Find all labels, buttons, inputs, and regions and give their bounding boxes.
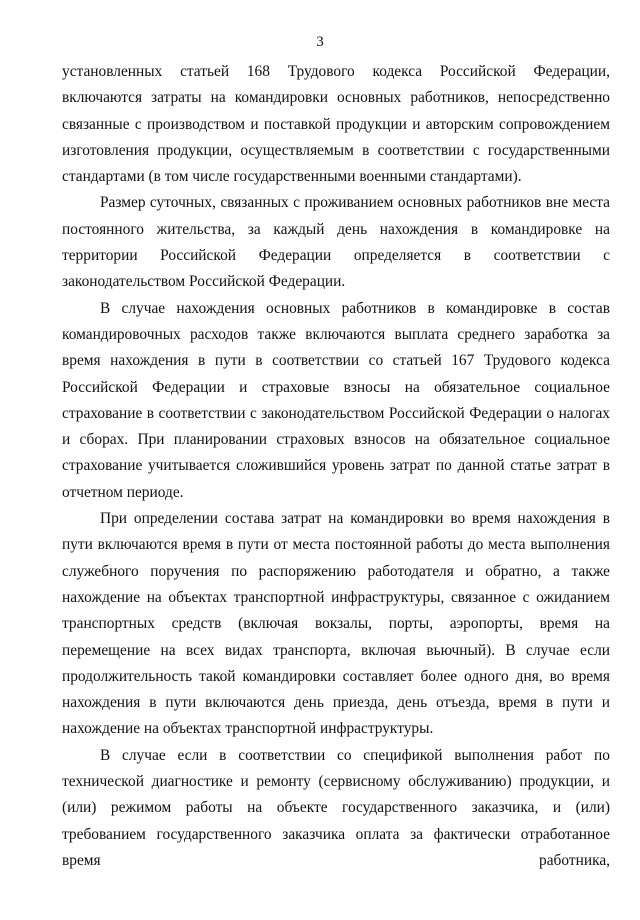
- paragraph-1: установленных статьей 168 Трудового кодекса Российской Федерации, включаются затраты на командировки основных работников, непосредственно связанные с производством и поставкой продукции и авторским сопровождением изготовления продукции, осуществляемым в соответствии с государственными стандартами (в том числе государственными военными стандартами).: [62, 63, 610, 186]
- paragraph-3: В случае нахождения основных работников в командировке в состав командировочных расходов также включаются выплата среднего заработка за время нахождения в пути в соответствии со статьей 167 Трудового кодекса Российской Федерации и страховые взносы на обязательное социальное страхование в соответствии с законодательством Российской Федерации о налогах и сборах. При планировании страховых взносов на обязательное социальное страхование учитывается сложившийся уровень затрат по данной статье затрат в отчетном периоде.: [62, 299, 610, 501]
- paragraph-4: При определении состава затрат на командировки во время нахождения в пути включаются время в пути от места постоянной работы до места выполнения служебного поручения по распоряжению работодателя и обратно, а также нахождение на объектах транспортной инфраструктуры, связанное с ожиданием транспортных средств (включая вокзалы, порты, аэропорты, время на перемещение на всех видах транспорта, включая вьючный). В случае если продолжительность такой командировки составляет более одного дня, во время нахождения в пути включаются день приезда, день отъезда, время в пути и нахождение на объектах транспортной инфраструктуры.: [62, 510, 610, 738]
- paragraph-5: В случае если в соответствии со спецификой выполнения работ по технической диагностике и ремонту (сервисному обслуживанию) продукции, и (или) режимом работы на объекте государственного заказчика, и (или) требованием государственного заказчика оплата за фактически отработанное время работника,: [62, 746, 610, 869]
- page-number: 3: [316, 34, 324, 50]
- document-body: [62, 59, 610, 874]
- paragraph-2: Размер суточных, связанных с проживанием основных работников вне места постоянного жительства, за каждый день нахождения в командировке на территории Российской Федерации определяется в соответствии с законодательством Российской Федерации.: [62, 194, 610, 291]
